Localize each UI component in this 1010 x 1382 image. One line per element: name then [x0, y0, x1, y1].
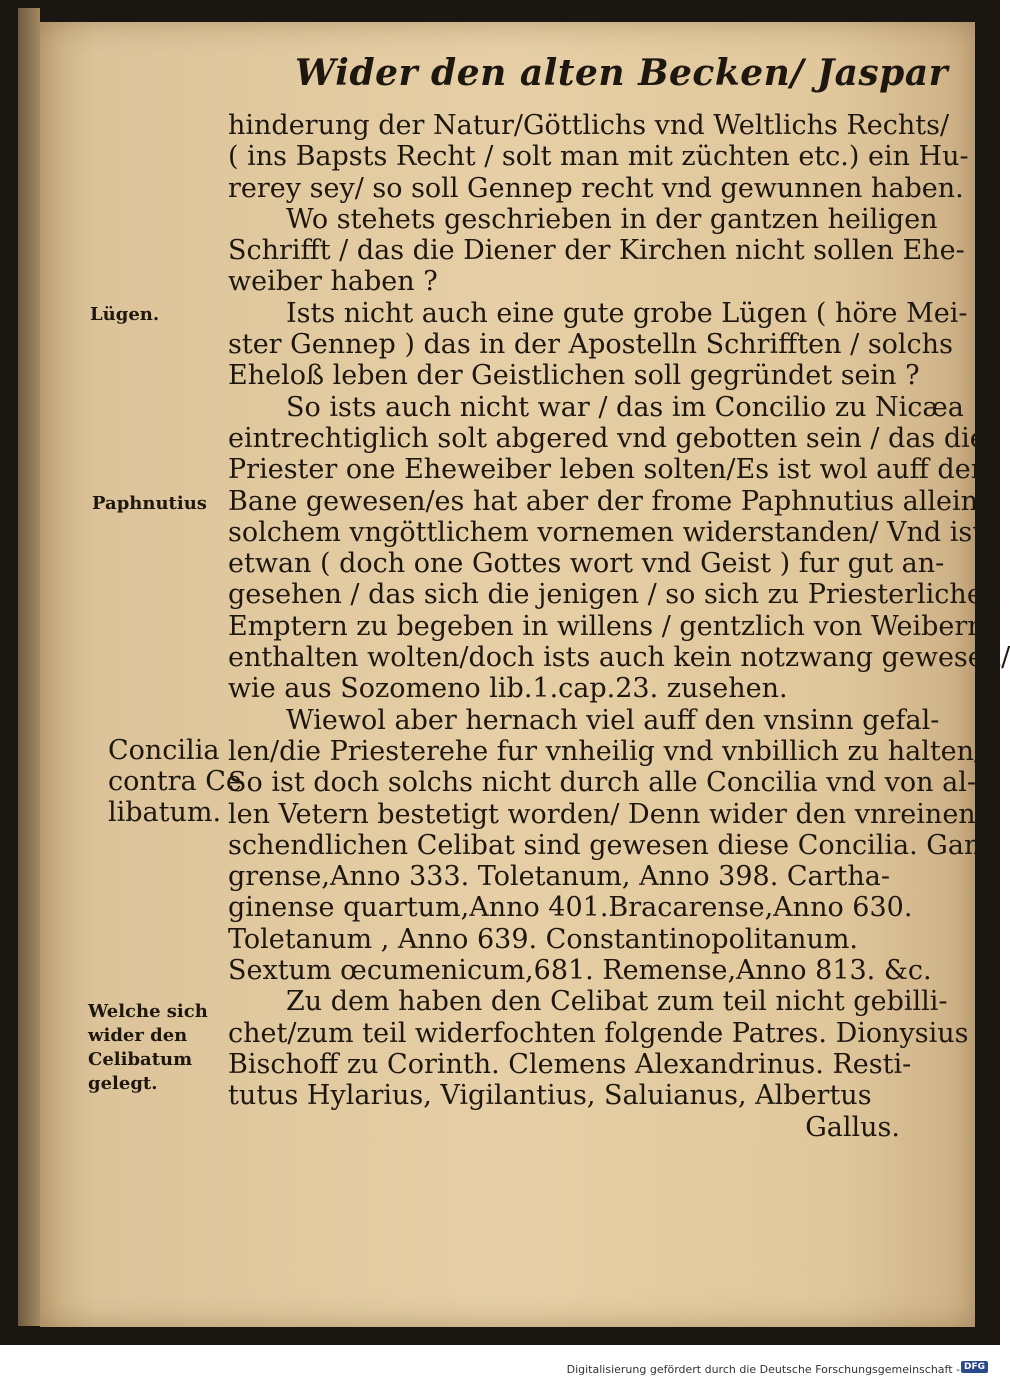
- margin-note-line: gelegt.: [88, 1073, 158, 1094]
- margin-note-line: libatum.: [108, 797, 222, 828]
- text-line: etwan ( doch one Gottes wort vnd Geist ) fur gut an-: [228, 548, 945, 580]
- margin-note-line: Celibatum: [88, 1049, 193, 1070]
- text-line: Wo stehets geschrieben in der gantzen heiligen: [286, 203, 938, 235]
- text-line: Wiewol aber hernach viel auff den vnsinn gefal-: [286, 704, 940, 736]
- text-line: gesehen / das sich die jenigen / so sich zu Priesterlichen: [228, 579, 1001, 611]
- text-line: len Vetern bestetigt worden/ Denn wider den vnreinen: [228, 798, 976, 830]
- text-line: grense,Anno 333. Toletanum, Anno 398. Cartha-: [228, 861, 891, 893]
- text-line: ster Gennep ) das in der Apostelln Schrifften / solchs: [228, 329, 953, 361]
- text-line: schendlichen Celibat sind gewesen diese Concilia. Gan-: [228, 829, 991, 861]
- margin-note-line: Welche sich: [88, 1001, 208, 1022]
- running-head: Wider den alten Becken/ Jaspar: [295, 52, 949, 94]
- text-line: rerey sey/ so soll Gennep recht vnd gewunnen haben.: [228, 172, 964, 204]
- text-line: Sextum œcumenicum,681. Remense,Anno 813. &c.: [228, 955, 932, 987]
- text-line: len/die Priesterehe fur vnheilig vnd vnbillich zu halten/: [228, 735, 984, 767]
- text-line: ginense quartum,Anno 401.Bracarense,Anno 630.: [228, 892, 913, 924]
- text-line: eintrechtiglich solt abgered vnd gebotten sein / das die: [228, 422, 986, 454]
- margin-note-line: contra Ce: [108, 766, 242, 797]
- text-line: solchem vngöttlichem vornemen widerstanden/ Vnd ist: [228, 516, 984, 548]
- text-line: Eheloß leben der Geistlichen soll gegründet sein ?: [228, 360, 920, 392]
- text-line: hinderung der Natur/Göttlichs vnd Weltlichs Rechts/: [228, 110, 950, 141]
- text-line: So ists auch nicht war / das im Concilio zu Nicæa: [286, 391, 964, 423]
- page-edge: [18, 8, 40, 1326]
- text-line: chet/zum teil widerfochten folgende Patres. Dionysius: [228, 1017, 969, 1049]
- margin-note-luegen: Lügen.: [90, 304, 160, 325]
- margin-note-line: Concilia: [108, 735, 220, 766]
- text-line: Toletanum , Anno 639. Constantinopolitanum.: [228, 923, 859, 955]
- dfg-logo: DFG: [961, 1361, 988, 1373]
- text-line: weiber haben ?: [228, 266, 438, 298]
- text-line: wie aus Sozomeno lib.1.cap.23. zusehen.: [228, 673, 788, 705]
- text-line: enthalten wolten/doch ists auch kein notzwang gewesen/: [228, 642, 1010, 674]
- text-line: Emptern zu begeben in willens / gentzlich von Weibern: [228, 610, 985, 642]
- margin-note-concilia: [108, 735, 242, 828]
- text-line: tutus Hylarius, Vigilantius, Saluianus, Albertus: [228, 1080, 872, 1112]
- margin-note-paphnutius: Paphnutius: [92, 493, 207, 514]
- text-line: Bischoff zu Corinth. Clemens Alexandrinus. Resti-: [228, 1048, 912, 1080]
- margin-note-welche: [88, 1000, 208, 1096]
- margin-note-line: wider den: [88, 1025, 188, 1046]
- text-line: ( ins Bapsts Recht / solt man mit züchten etc.) ein Hu-: [228, 141, 969, 173]
- text-line: Gallus.: [805, 1111, 900, 1143]
- text-line: So ist doch solchs nicht durch alle Concilia vnd von al-: [228, 767, 977, 799]
- body-text: [228, 110, 1010, 1143]
- text-line: Priester one Eheweiber leben solten/Es ist wol auff der: [228, 454, 984, 486]
- text-line: Bane gewesen/es hat aber der frome Paphnutius allein: [228, 485, 979, 517]
- text-line: Schrifft / das die Diener der Kirchen nicht sollen Ehe-: [228, 235, 965, 267]
- text-line: Ists nicht auch eine gute grobe Lügen ( höre Mei-: [286, 297, 968, 329]
- footer-credit: Digitalisierung gefördert durch die Deutsche Forschungsgemeinschaft -: [566, 1363, 960, 1376]
- text-line: Zu dem haben den Celibat zum teil nicht gebilli-: [286, 986, 948, 1018]
